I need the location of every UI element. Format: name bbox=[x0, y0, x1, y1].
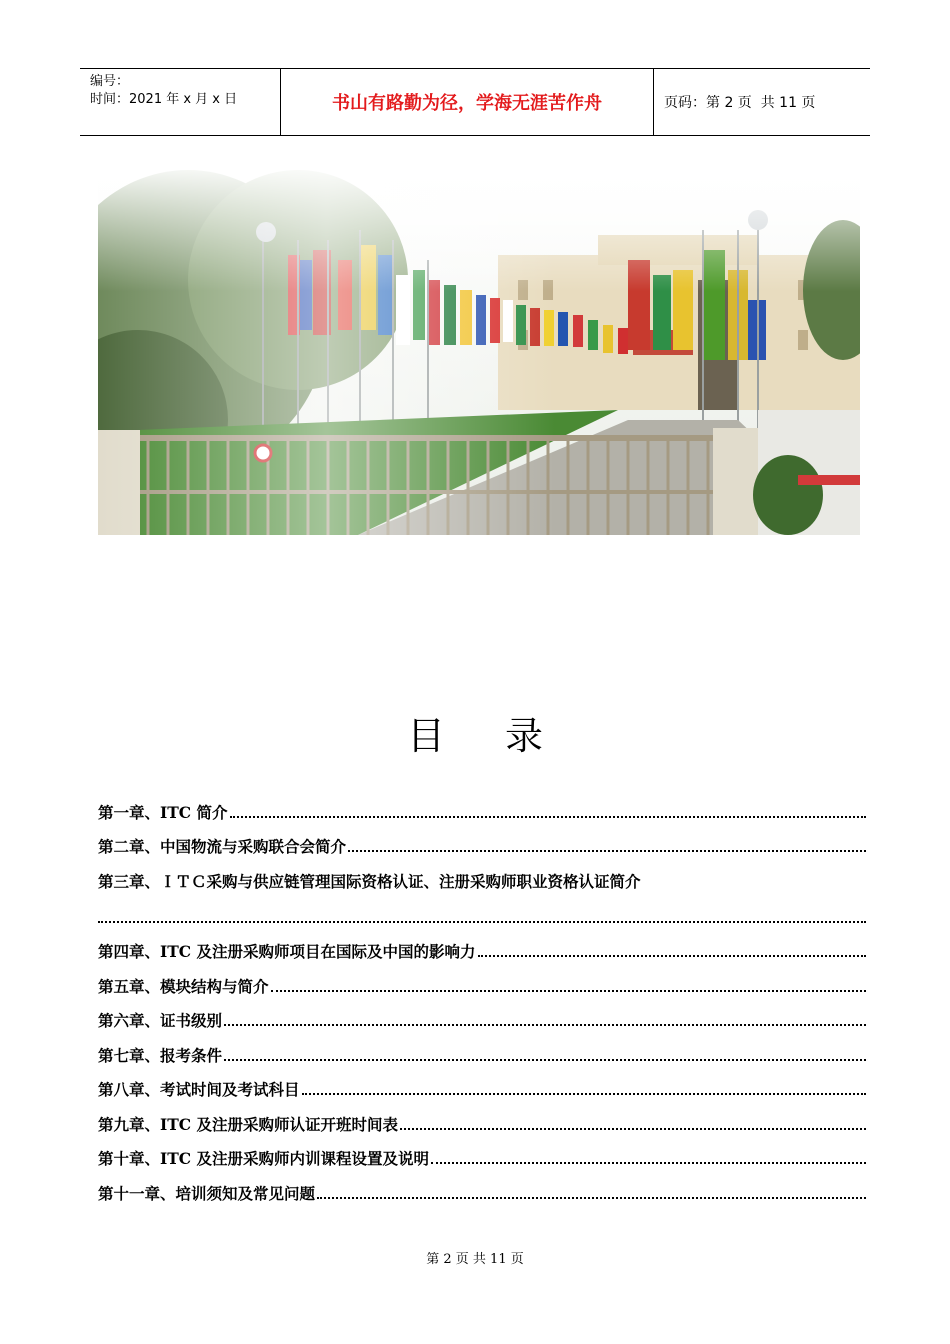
toc-entry-9[interactable]: 第九章、ITC 及注册采购师认证开班时间表 bbox=[98, 1100, 866, 1135]
toc-leader bbox=[302, 1092, 866, 1095]
toc-leader bbox=[224, 1058, 866, 1061]
document-number: 编号： bbox=[90, 74, 130, 89]
toc-leader bbox=[224, 1023, 866, 1026]
toc-leader bbox=[348, 849, 866, 852]
document-date: 时间：2021 年 x 月 x 日 bbox=[90, 92, 238, 107]
toc-leader bbox=[400, 1127, 866, 1130]
page-header bbox=[80, 68, 870, 136]
toc-entry-6[interactable]: 第六章、证书级别 bbox=[98, 997, 866, 1032]
toc-entry-3-leader[interactable] bbox=[98, 892, 866, 928]
toc-entry-11[interactable]: 第十一章、培训须知及常见问题 bbox=[98, 1169, 866, 1204]
toc-entry-5[interactable]: 第五章、模块结构与简介 bbox=[98, 962, 866, 997]
toc-leader bbox=[271, 989, 866, 992]
header-page-info: 页码：第 2 页 共 11 页 bbox=[664, 95, 816, 111]
toc-entry-2[interactable]: 第二章、中国物流与采购联合会简介 bbox=[98, 823, 866, 858]
toc-leader bbox=[317, 1196, 866, 1199]
header-motto: 书山有路勤为径，学海无涯苦作舟 bbox=[281, 69, 654, 135]
toc-entry-8[interactable]: 第八章、考试时间及考试科目 bbox=[98, 1066, 866, 1101]
toc-entry-1[interactable]: 第一章、ITC 简介 bbox=[98, 788, 866, 823]
toc-leader bbox=[230, 815, 866, 818]
toc-entry-4[interactable]: 第四章、ITC 及注册采购师项目在国际及中国的影响力 bbox=[98, 928, 866, 963]
toc-entry-10[interactable]: 第十章、ITC 及注册采购师内训课程设置及说明 bbox=[98, 1135, 866, 1170]
toc-leader bbox=[431, 1161, 866, 1164]
toc-leader bbox=[478, 954, 866, 957]
toc-entry-3[interactable]: 第三章、ＩＴＣ采购与供应链管理国际资格认证、注册采购师职业资格认证简介 bbox=[98, 871, 641, 891]
toc-leader bbox=[98, 920, 866, 923]
toc-entry-7[interactable]: 第七章、报考条件 bbox=[98, 1031, 866, 1066]
page-footer: 第 2 页 共 11 页 bbox=[426, 1252, 524, 1267]
flags-photo bbox=[98, 160, 860, 535]
table-of-contents bbox=[98, 788, 866, 1204]
toc-title: 目录 bbox=[406, 714, 603, 758]
flags-photo-image bbox=[98, 160, 860, 535]
header-meta bbox=[80, 69, 281, 135]
